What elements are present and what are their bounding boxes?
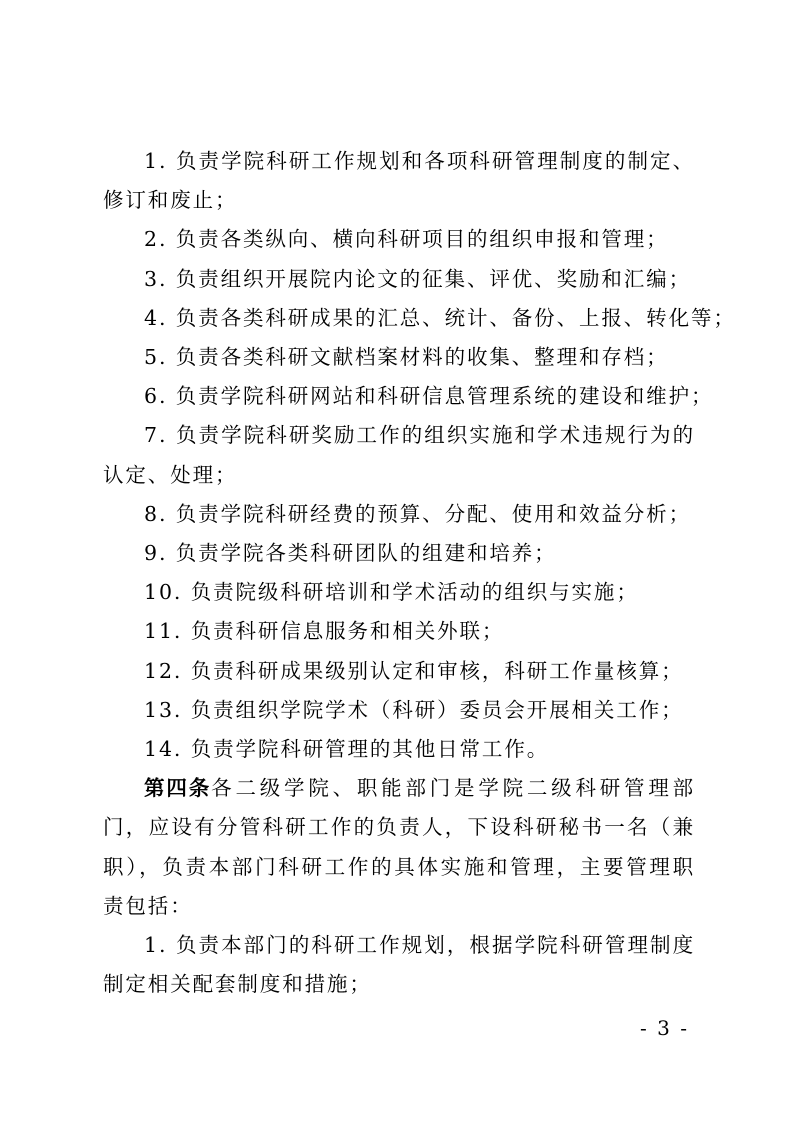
page-number: - 3 - bbox=[640, 1016, 689, 1040]
duty-item-2: 2. 负责各类纵向、横向科研项目的组织申报和管理； bbox=[144, 227, 669, 252]
article-four-body: 各二级学院、职能部门是学院二级科研管理部门，应设有分管科研工作的负责人，下设科研秘书一名（兼职），负责本部门科研工作的具体实施和管理，主要管理职责包括： bbox=[103, 776, 696, 918]
duty-item-12: 12. 负责科研成果级别认定和审核，科研工作量核算； bbox=[144, 658, 684, 683]
duty-item-9: 9. 负责学院各类科研团队的组建和培养； bbox=[144, 541, 557, 566]
duty-item-7: 7. 负责学院科研奖励工作的组织实施和学术违规行为的认定、处理； bbox=[103, 423, 695, 487]
duty-item-13: 13. 负责组织学院学术（科研）委员会开展相关工作； bbox=[144, 697, 684, 722]
article-four-heading: 第四条 bbox=[144, 776, 212, 801]
duty-item-6: 6. 负责学院科研网站和科研信息管理系统的建设和维护； bbox=[144, 384, 714, 409]
duty-item-1: 1. 负责学院科研工作规划和各项科研管理制度的制定、修订和废止； bbox=[103, 149, 695, 213]
duty-item-14: 14. 负责学院科研管理的其他日常工作。 bbox=[144, 737, 550, 762]
duty-item-3: 3. 负责组织开展院内论文的征集、评优、奖励和汇编； bbox=[144, 266, 691, 291]
duty-item-4: 4. 负责各类科研成果的汇总、统计、备份、上报、转化等； bbox=[144, 305, 736, 330]
dept-duty-item-1: 1. 负责本部门的科研工作规划，根据学院科研管理制度制定相关配套制度和措施； bbox=[103, 933, 695, 997]
duty-item-10: 10. 负责院级科研培训和学术活动的组织与实施； bbox=[144, 580, 639, 605]
article-four bbox=[103, 769, 695, 926]
duty-item-5: 5. 负责各类科研文献档案材料的收集、整理和存档； bbox=[144, 345, 669, 370]
document-body bbox=[103, 142, 736, 1004]
duty-item-11: 11. 负责科研信息服务和相关外联； bbox=[144, 619, 505, 644]
duty-item-8: 8. 负责学院科研经费的预算、分配、使用和效益分析； bbox=[144, 501, 691, 526]
